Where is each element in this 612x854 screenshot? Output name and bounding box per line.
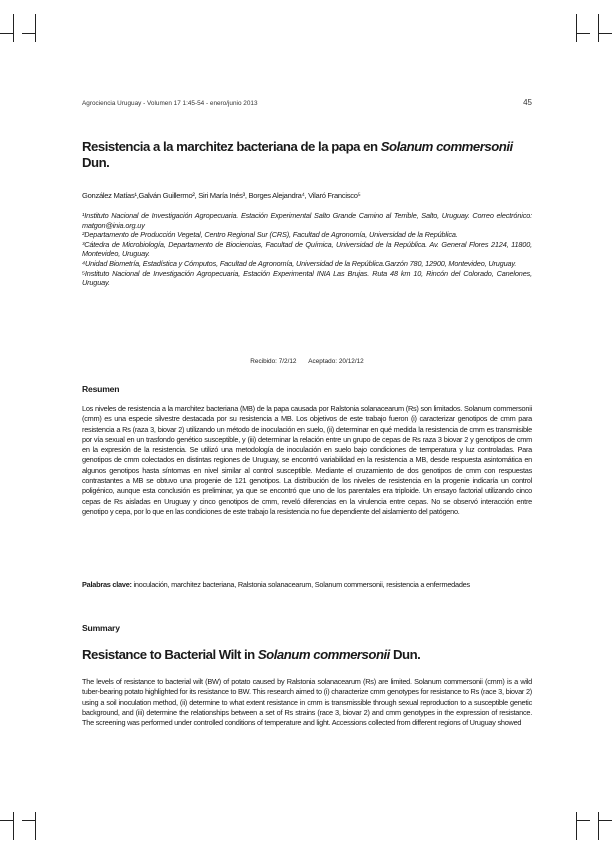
english-title: [82, 647, 532, 662]
affiliation-3: ³Cátedra de Microbiología, Departamento de Biociencias, Facultad de Química, Universidad de la República. Av. General Flores 2124, 11800, Montevideo, Uruguay.: [82, 239, 532, 259]
summary-heading: Summary: [82, 623, 120, 633]
received-accepted-dates: [82, 358, 532, 365]
affiliation-2: ²Departamento de Producción Vegetal, Centro Regional Sur (CRS), Facultad de Agronomía, Universidad de la República.: [82, 230, 458, 240]
keywords: [82, 580, 532, 590]
summary-body: [82, 677, 532, 728]
affiliation-4: ⁴Unidad Biometría, Estadística y Cómputos, Facultad de Agronomía, Universidad de la República.Garzón 780, 12900, Montevideo, Uruguay.: [82, 258, 517, 268]
title-text: Resistencia a la marchitez bacteriana de la papa en: [82, 139, 381, 154]
crop-mark: [22, 820, 36, 821]
crop-mark: [598, 812, 599, 840]
resumen-heading: Resumen: [82, 384, 120, 394]
crop-mark: [13, 812, 14, 840]
crop-mark: [598, 33, 612, 34]
summary-text: The levels of resistance to bacterial wilt (BW) of potato caused by Ralstonia solanacearum (Rs) are limited. Solanum commersonii (cmm) is a wild tuber-bearing potato highlighted for its resistance to BW. This research aimed to (i) characterize cmm genotypes for resistance to Rs (race 3, biovar 2) using a soil inoculation method, (ii) determine to what extent resistance in cmm is transmissible through sexual reproduction to a susceptible genetic background, and (iii) determine the relationships between a set of Rs strains (race 3, biovar 2) and cmm genotypes in the expression of resistance. The screening was performed under controlled conditions of temperature and light. Accessions collected from different regions of Uruguay showed: [82, 677, 532, 728]
received-date: Recibido: 7/2/12: [250, 358, 297, 365]
affiliation-1: ¹Instituto Nacional de Investigación Agropecuaria. Estación Experimental Salto Grande Camino al Terrible, Salto, Uruguay. Correo electrónico: matgon@inia.org.uy: [82, 211, 532, 230]
crop-mark: [0, 33, 13, 34]
accepted-date: Aceptado: 20/12/12: [308, 358, 364, 365]
journal-citation: Agrociencia Uruguay - Volumen 17 1:45-54 - enero/junio 2013: [82, 100, 258, 107]
english-title-text-end: Dun.: [389, 647, 421, 662]
crop-mark: [13, 14, 14, 42]
keywords-text: inoculación, marchitez bacteriana, Ralstonia solanacearum, Solanum commersonii, resistencia a enfermedades: [131, 580, 470, 589]
crop-mark: [576, 820, 590, 821]
running-header: [82, 98, 532, 107]
resumen-text: Los niveles de resistencia a la marchitez bacteriana (MB) de la papa causada por Ralstonia solanacearum (Rs) son limitados. Solanum commersonii (cmm) es una especie silvestre destacada por su resistencia a MB. Los objetivos de este trabajo fueron (i) caracterizar genotipos de cmm para resistencia a Rs (raza 3, biovar 2) utilizando un método de inoculación en suelo, (ii) determinar en qué medida la resistencia de cmm es transmisible por vía sexual en un trasfondo genético susceptible, y (iii) determinar la relación entre un grupo de cepas de Rs raza 3 biovar 2 y genotipos de cmm en la expresión de la resistencia. Se utilizó una metodología de inoculación en suelo bajo condiciones de temperatura y luz controladas. Para genotipos de cmm colectados en distintas regiones de Uruguay, se encontró variabilidad en la resistencia a MB, desde respuesta asintomática en algunos genotipos hasta síntomas en nivel similar al control susceptible. Mediante el cruzamiento de dos genotipos de cmm con respuestas contrastantes a MB se obtuvo una progenie de 121 genotipos. La distribución de los niveles de resistencia en la progenie indicaría un control poligénico, aunque esta conclusión es preliminar, ya que se encontró que uno de los parentales era triploide. Un ensayo factorial utilizando cinco cepas de Rs aisladas en Uruguay y cinco genotipos de cmm, reveló diferencias en la virulencia entre cepas. No se observó interacción entre genotipo y cepa, por lo que en las condiciones de este trabajo la resistencia no fue dependiente del aislamiento del patógeno.: [82, 404, 532, 516]
crop-mark: [22, 33, 36, 34]
crop-mark: [35, 14, 36, 42]
resumen-body: [82, 404, 532, 517]
page-number: 45: [523, 98, 532, 107]
affiliation-5: ⁵Instituto Nacional de Investigación Agropecuaria, Estación Experimental INIA Las Brujas. Ruta 48 km 10, Rincón del Colorado, Canelones, Uruguay.: [82, 268, 532, 288]
article-title: [82, 139, 532, 171]
english-title-species: Solanum commersonii: [257, 647, 390, 662]
crop-mark: [35, 812, 36, 840]
crop-mark: [0, 820, 13, 821]
crop-mark: [598, 820, 612, 821]
keywords-label: Palabras clave:: [82, 580, 132, 589]
affiliations: [82, 211, 532, 288]
title-species: Solanum commersonii: [380, 139, 513, 154]
crop-mark: [598, 14, 599, 42]
author-list: González Matías¹,Galván Guillermo², Siri María Inés³, Borges Alejandra⁴, Vilaró Francisco⁵: [82, 191, 361, 200]
crop-mark: [576, 14, 577, 42]
crop-mark: [576, 33, 590, 34]
crop-mark: [576, 812, 577, 840]
english-title-text: Resistance to Bacterial Wilt in: [82, 647, 258, 662]
title-text-end: Dun.: [82, 155, 110, 170]
